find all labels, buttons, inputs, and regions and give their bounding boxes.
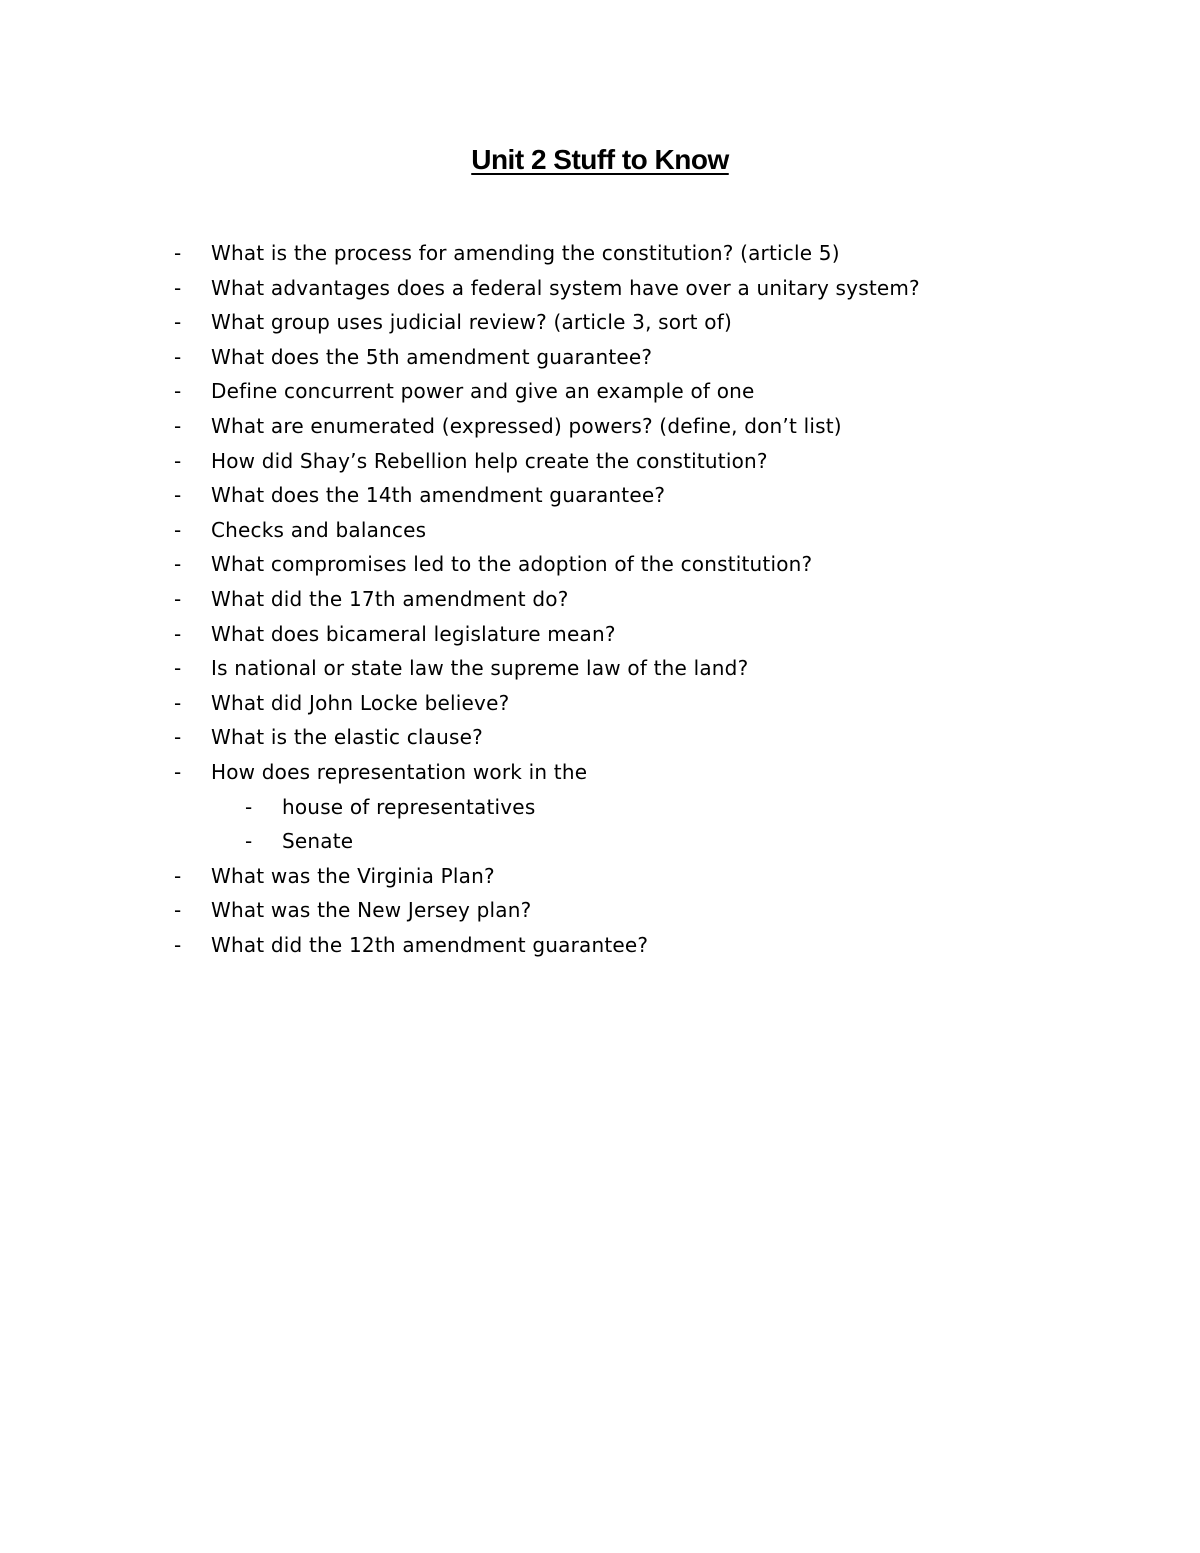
bullet-dash: - bbox=[174, 275, 182, 300]
sub-list-item-text: Senate bbox=[282, 829, 354, 854]
list-item bbox=[0, 236, 1200, 271]
list-item-text: Define concurrent power and give an example of one bbox=[211, 379, 755, 404]
bullet-dash: - bbox=[174, 413, 182, 438]
bullet-dash: - bbox=[174, 932, 182, 957]
page-title-text: Unit 2 Stuff to Know bbox=[471, 144, 729, 175]
list-item bbox=[0, 617, 1200, 652]
list-item bbox=[0, 859, 1200, 894]
bullet-dash: - bbox=[174, 448, 182, 473]
list-item bbox=[0, 547, 1200, 582]
bullet-dash: - bbox=[174, 344, 182, 369]
bullet-dash: - bbox=[174, 586, 182, 611]
bullet-dash: - bbox=[174, 759, 182, 784]
list-item bbox=[0, 755, 1200, 790]
bullet-dash: - bbox=[245, 794, 253, 819]
list-item bbox=[0, 686, 1200, 721]
list-item-text: How does representation work in the bbox=[211, 759, 588, 784]
list-item bbox=[0, 374, 1200, 409]
bullet-dash: - bbox=[174, 621, 182, 646]
list-item-text: What group uses judicial review? (article 3, sort of) bbox=[211, 310, 732, 335]
bullet-dash: - bbox=[174, 483, 182, 508]
list-item bbox=[0, 513, 1200, 548]
list-item-text: What was the New Jersey plan? bbox=[211, 898, 532, 923]
list-item-text: Is national or state law the supreme law of the land? bbox=[211, 656, 749, 681]
list-item-text: What does the 14th amendment guarantee? bbox=[211, 483, 666, 508]
list-item-text: What is the process for amending the constitution? (article 5) bbox=[211, 241, 840, 265]
list-item-text: Checks and balances bbox=[211, 517, 427, 542]
list-item bbox=[0, 340, 1200, 375]
bullet-dash: - bbox=[174, 379, 182, 404]
list-item-text: How did Shay’s Rebellion help create the constitution? bbox=[211, 448, 768, 473]
bullet-dash: - bbox=[174, 690, 182, 715]
sub-list-item-text: house of representatives bbox=[282, 794, 536, 819]
list-item bbox=[0, 928, 1200, 963]
list-item-text: What is the elastic clause? bbox=[211, 725, 483, 750]
bullet-dash: - bbox=[245, 829, 253, 854]
list-item bbox=[0, 893, 1200, 928]
list-item-text: What did John Locke believe? bbox=[211, 690, 510, 715]
list-item-text: What was the Virginia Plan? bbox=[211, 863, 495, 888]
list-item bbox=[0, 305, 1200, 340]
list-item-text: What compromises led to the adoption of the constitution? bbox=[211, 552, 813, 577]
bullet-dash: - bbox=[174, 656, 182, 681]
list-item bbox=[0, 271, 1200, 306]
sub-list-item bbox=[0, 824, 1200, 859]
bullet-dash: - bbox=[174, 241, 182, 265]
list-item bbox=[0, 720, 1200, 755]
sub-list-item bbox=[0, 790, 1200, 825]
bullet-dash: - bbox=[174, 552, 182, 577]
bullet-dash: - bbox=[174, 863, 182, 888]
list-item bbox=[0, 651, 1200, 686]
list-item-text: What does bicameral legislature mean? bbox=[211, 621, 616, 646]
bullet-dash: - bbox=[174, 725, 182, 750]
list-item-text: What did the 17th amendment do? bbox=[211, 586, 569, 611]
list-item-text: What are enumerated (expressed) powers? (define, don’t list) bbox=[211, 413, 842, 438]
bullet-dash: - bbox=[174, 517, 182, 542]
question-list bbox=[0, 236, 1200, 962]
list-item bbox=[0, 444, 1200, 479]
list-item-text: What does the 5th amendment guarantee? bbox=[211, 344, 653, 369]
list-item bbox=[0, 478, 1200, 513]
page-title bbox=[0, 142, 1200, 178]
list-item-text: What advantages does a federal system have over a unitary system? bbox=[211, 275, 920, 300]
bullet-dash: - bbox=[174, 310, 182, 335]
bullet-dash: - bbox=[174, 898, 182, 923]
list-item bbox=[0, 409, 1200, 444]
list-item-text: What did the 12th amendment guarantee? bbox=[211, 932, 649, 957]
list-item bbox=[0, 582, 1200, 617]
